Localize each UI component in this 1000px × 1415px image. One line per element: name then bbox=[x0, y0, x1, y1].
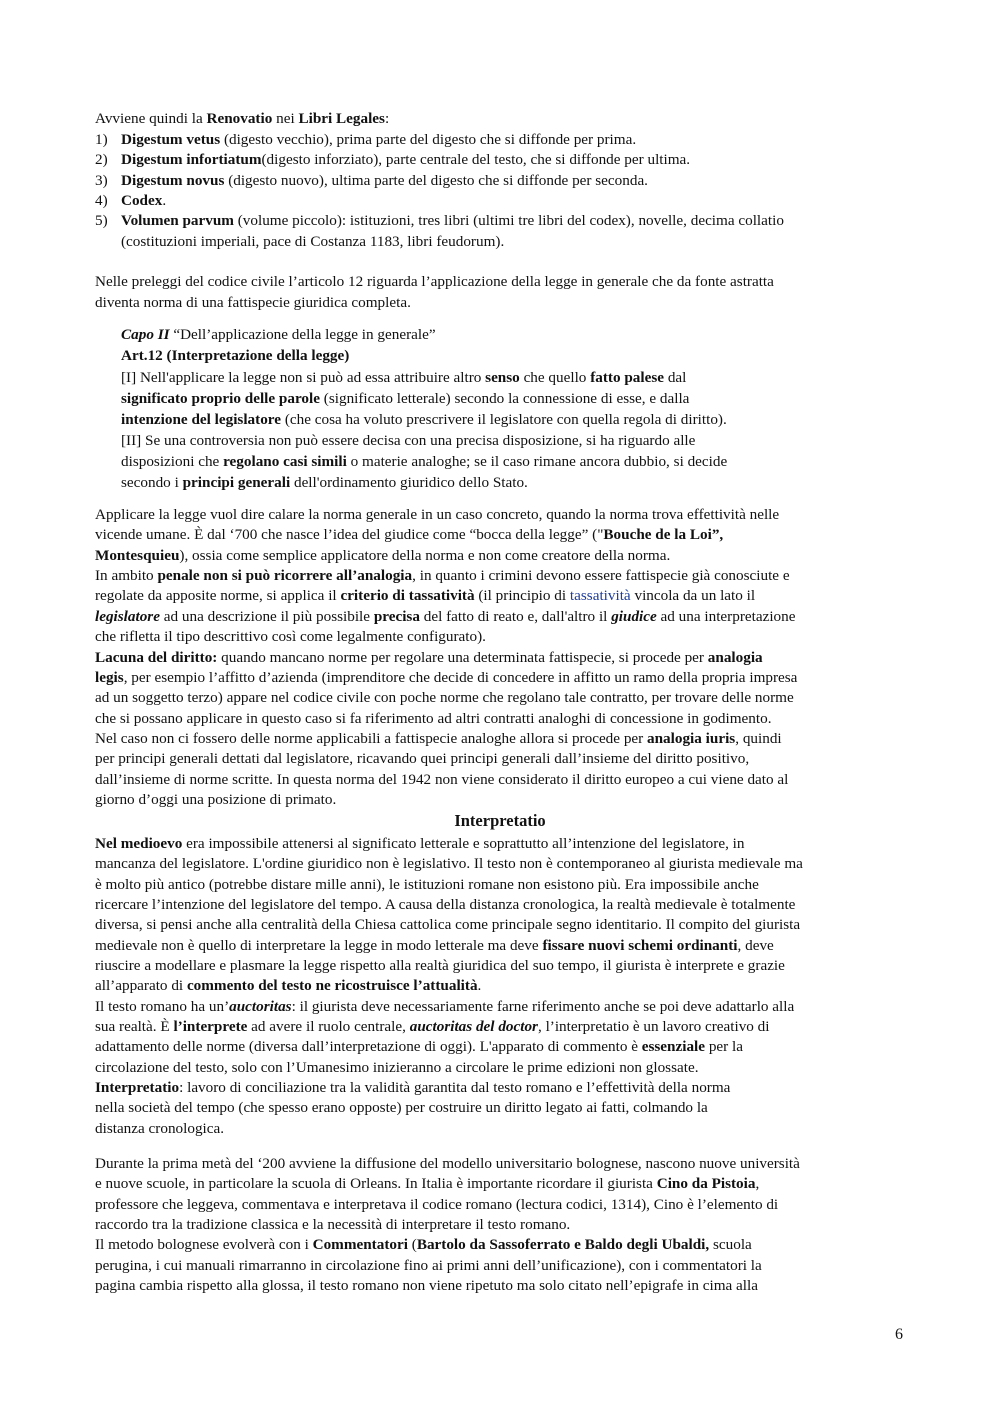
section-heading: Interpretatio bbox=[454, 811, 546, 830]
paragraph-line: ad un soggetto terzo) appare nel codice civile con poche norme che regolano tale contratto, per trovare delle norme bbox=[95, 689, 794, 706]
text: e nuove scuole, in particolare la scuola di Orleans. In Italia è importante ricordare il giurista bbox=[95, 1175, 657, 1192]
bold-term: Digestum novus bbox=[121, 172, 225, 189]
bold-term: analogia bbox=[707, 649, 763, 666]
text: (il principio di bbox=[474, 587, 570, 604]
text: (volume piccolo): istituzioni, tres libri (ultimi tre libri del codex), novelle, decima collatio bbox=[233, 212, 784, 229]
text: , deve bbox=[737, 937, 774, 954]
text: (digesto vecchio), prima parte del digesto che si diffonde per prima. bbox=[220, 131, 637, 148]
chapter-label: Capo II bbox=[121, 326, 170, 343]
paragraph-line: che si possano applicare in questo caso si fa riferimento ad altri contratti analoghi di concessione in godimento. bbox=[95, 710, 772, 727]
paragraph-line bbox=[95, 586, 755, 606]
paragraph-line bbox=[95, 997, 794, 1017]
text: era impossibile attenersi al significato letterale e soprattutto all’intenzione del legislatore, in bbox=[182, 835, 745, 852]
bold-term: legis bbox=[95, 669, 124, 686]
bold-term: regolano casi simili bbox=[223, 453, 347, 470]
chapter-title: “Dell’applicazione della legge in generale” bbox=[169, 326, 436, 343]
paragraph-line bbox=[95, 729, 782, 749]
text: nei bbox=[272, 110, 299, 127]
paragraph-line: dall’insieme di norme scritte. In questa norma del 1942 non viene considerato il diritto europeo a cui viene dato al bbox=[95, 771, 789, 788]
text: che quello bbox=[519, 369, 591, 386]
paragraph-line: pagina cambia rispetto alla glossa, il testo romano non viene ripetuto ma solo citato nell’epigrafe in cima alla bbox=[95, 1277, 758, 1294]
text: (che cosa ha voluto prescrivere il legislatore con quella regola di diritto). bbox=[281, 411, 727, 428]
text: : il giurista deve necessariamente farne riferimento anche se poi deve adattarlo alla bbox=[291, 998, 795, 1015]
text: del fatto di reato e, dall'altro il bbox=[419, 608, 612, 625]
bold-term: Codex bbox=[121, 192, 163, 209]
text: secondo i bbox=[121, 474, 183, 491]
list-number: 3) bbox=[95, 172, 108, 189]
text: ad una interpretazione bbox=[656, 608, 796, 625]
text: all’apparato di bbox=[95, 977, 187, 994]
text: dal bbox=[664, 369, 687, 386]
text: per la bbox=[705, 1038, 743, 1055]
paragraph-line: perugina, i cui manuali rimarranno in circolazione fino ai primi anni dell’unificazione), con i commentatori la bbox=[95, 1257, 762, 1274]
paragraph-line: per principi generali dettati dal legislatore, ricavando quei principi generali dall’insieme del diritto positivo, bbox=[95, 750, 750, 767]
list-item-text bbox=[121, 130, 636, 150]
paragraph-line bbox=[95, 668, 797, 688]
text: Il metodo bolognese evolverà con i bbox=[95, 1236, 313, 1253]
bold-term: Lacuna del diritto: bbox=[95, 649, 218, 666]
paragraph-line bbox=[95, 834, 744, 854]
quote-line bbox=[121, 473, 528, 493]
paragraph-line: diversa, si pensi anche alla centralità della Chiesa cattolica come principale segno identitario. Il compito del giurista bbox=[95, 916, 801, 933]
text: sua realtà. È bbox=[95, 1018, 174, 1035]
bold-term: principi generali bbox=[182, 474, 291, 491]
paragraph-line: Nelle preleggi del codice civile l’articolo 12 riguarda l’applicazione della legge in generale che da fonte astratta bbox=[95, 273, 774, 290]
bold-term: fatto palese bbox=[590, 369, 665, 386]
bold-term: intenzione del legislatore bbox=[121, 411, 282, 428]
paragraph-line bbox=[95, 1037, 743, 1057]
bold-italic-term: giudice bbox=[611, 608, 657, 625]
quote-line bbox=[121, 389, 689, 409]
paragraph-line: giorno d’oggi una posizione di primato. bbox=[95, 791, 337, 808]
paragraph-line bbox=[95, 648, 763, 668]
text: [I] Nell'applicare la legge non si può ad essa attribuire altro bbox=[121, 369, 486, 386]
text: (significato letterale) secondo la connessione di esse, e dalla bbox=[319, 390, 690, 407]
bold-term: Bartolo da Sassoferrato e Baldo degli Ubaldi, bbox=[416, 1236, 710, 1253]
text: ), ossia come semplice applicatore della norma e non come creatore della norma. bbox=[179, 547, 671, 564]
text: (digesto inforziato), parte centrale del testo, che si diffonde per ultima. bbox=[261, 151, 691, 168]
paragraph-line: che rifletta il tipo descrittivo così come legalmente configurato). bbox=[95, 628, 486, 645]
list-number: 4) bbox=[95, 192, 108, 209]
list-number: 2) bbox=[95, 151, 108, 168]
article-title: Art.12 (Interpretazione della legge) bbox=[121, 347, 350, 364]
bold-term: fissare nuovi schemi ordinanti bbox=[542, 937, 738, 954]
intro-line bbox=[95, 109, 389, 129]
paragraph-line: diventa norma di una fattispecie giuridica completa. bbox=[95, 294, 411, 311]
bold-term: Renovatio bbox=[206, 110, 273, 127]
paragraph-line: è molto più antico (potrebbe distare mille anni), le istituzioni romane non esistono più. Era impossibile anche bbox=[95, 876, 759, 893]
text: regolate da apposite norme, si applica il bbox=[95, 587, 341, 604]
bold-term: precisa bbox=[373, 608, 420, 625]
paragraph-line bbox=[95, 936, 774, 956]
text: , in quanto i crimini devono essere fattispecie già conosciute e bbox=[412, 567, 790, 584]
text: disposizioni che bbox=[121, 453, 224, 470]
list-item-text bbox=[121, 150, 690, 170]
paragraph-line bbox=[95, 1235, 752, 1255]
quote-line bbox=[121, 325, 436, 345]
bold-term: Volumen parvum bbox=[121, 212, 234, 229]
text: : bbox=[384, 110, 390, 127]
text: , per esempio l’affitto d’azienda (imprenditore che decide di concedere in affitto un ramo della propria impresa bbox=[123, 669, 798, 686]
bold-term: penale non si può ricorrere all’analogia bbox=[157, 567, 413, 584]
bold-term: Libri Legales bbox=[298, 110, 385, 127]
paragraph-line: mancanza del legislatore. L'ordine giuridico non è legislativo. Il testo non è contemporaneo al giurista medievale ma bbox=[95, 855, 803, 872]
paragraph-line: distanza cronologica. bbox=[95, 1120, 225, 1137]
paragraph-line: Durante la prima metà del ‘200 avviene la diffusione del modello universitario bolognese, nascono nuove università bbox=[95, 1155, 800, 1172]
bold-italic-term: auctoritas bbox=[229, 998, 292, 1015]
text: medievale non è quello di interpretare la legge in modo letterale ma deve bbox=[95, 937, 543, 954]
text: ad avere il ruolo centrale, bbox=[247, 1018, 410, 1035]
text: Nel caso non ci fossero delle norme applicabili a fattispecie analoghe allora si procede per bbox=[95, 730, 648, 747]
bold-term: Montesquieu bbox=[95, 547, 180, 564]
text: adattamento delle norme (diversa dall’interpretazione di oggi). L'apparato di commento è bbox=[95, 1038, 642, 1055]
text: Il testo romano ha un’ bbox=[95, 998, 230, 1015]
paragraph-line: ricercare l’intenzione del legislatore del tempo. A causa della distanza cronologica, la realtà medievale è totalmente bbox=[95, 896, 796, 913]
bold-term: commento del testo ne ricostruisce l’attualità bbox=[186, 977, 478, 994]
paragraph-line: circolazione del testo, solo con l’Umanesimo inizieranno a circolare le prime edizioni non glossate. bbox=[95, 1059, 699, 1076]
paragraph-line: riuscire a modellare e plasmare la legge rispetto alla realtà giuridica del suo tempo, il giurista è interprete e grazie bbox=[95, 957, 785, 974]
text: tassatività bbox=[569, 587, 631, 604]
bold-term: essenziale bbox=[641, 1038, 706, 1055]
text: , l’interpretatio è un lavoro creativo di bbox=[537, 1018, 770, 1035]
quote-line bbox=[121, 346, 349, 366]
page-number: 6 bbox=[895, 1326, 903, 1343]
paragraph-line bbox=[95, 607, 795, 627]
paragraph-line: nella società del tempo (che spesso erano opposte) per costruire un diritto legato ai fatti, colmando la bbox=[95, 1099, 708, 1116]
paragraph-line bbox=[95, 1017, 770, 1037]
text: ad una descrizione il più possibile bbox=[159, 608, 374, 625]
bold-term: significato proprio delle parole bbox=[121, 390, 320, 407]
bold-term: analogia iuris bbox=[647, 730, 736, 747]
quote-line bbox=[121, 452, 727, 472]
bold-term: Commentatori bbox=[312, 1236, 408, 1253]
bold-term: l’interprete bbox=[173, 1018, 248, 1035]
text: . bbox=[162, 192, 167, 209]
text: Avviene quindi la bbox=[95, 110, 207, 127]
list-item-text bbox=[121, 211, 784, 231]
text: In ambito bbox=[95, 567, 158, 584]
paragraph-line bbox=[95, 1078, 730, 1098]
bold-term: Nel medioevo bbox=[95, 835, 183, 852]
paragraph-line: Applicare la legge vuol dire calare la norma generale in un caso concreto, quando la norma trova effettività nelle bbox=[95, 506, 780, 523]
quote-line: [II] Se una controversia non può essere decisa con una precisa disposizione, si ha riguardo alle bbox=[121, 432, 696, 449]
bold-italic-term: auctoritas del doctor bbox=[409, 1018, 538, 1035]
text: dell'ordinamento giuridico dello Stato. bbox=[290, 474, 528, 491]
bold-term: Cino da Pistoia bbox=[656, 1175, 756, 1192]
paragraph-line bbox=[95, 546, 670, 566]
text: vincola da un lato il bbox=[630, 587, 756, 604]
paragraph-line bbox=[95, 1174, 759, 1194]
list-item-continuation: (costituzioni imperiali, pace di Costanza 1183, libri feudorum). bbox=[121, 233, 505, 250]
list-number: 5) bbox=[95, 212, 108, 229]
list-number: 1) bbox=[95, 131, 108, 148]
text: , quindi bbox=[735, 730, 782, 747]
bold-term: Digestum vetus bbox=[121, 131, 221, 148]
bold-term: Interpretatio bbox=[95, 1079, 180, 1096]
text: (digesto nuovo), ultima parte del digesto che si diffonde per seconda. bbox=[224, 172, 648, 189]
bold-term: criterio di tassatività bbox=[340, 587, 475, 604]
text: o materie analoghe; se il caso rimane ancora dubbio, si decide bbox=[346, 453, 728, 470]
paragraph-line bbox=[95, 976, 481, 996]
bold-term: Bouche de la Loi”, bbox=[603, 526, 724, 543]
text: . bbox=[477, 977, 482, 994]
text: , bbox=[755, 1175, 760, 1192]
text: quando mancano norme per regolare una determinata fattispecie, si procede per bbox=[217, 649, 708, 666]
bold-term: senso bbox=[485, 369, 520, 386]
quote-line bbox=[121, 410, 727, 430]
list-item-text bbox=[121, 171, 648, 191]
bold-italic-term: legislatore bbox=[95, 608, 160, 625]
text: ( bbox=[407, 1236, 417, 1253]
bold-term: Digestum infortiatum bbox=[121, 151, 262, 168]
list-item-text bbox=[121, 191, 166, 211]
paragraph-line: professore che leggeva, commentava e interpretava il codice romano (lectura codici, 1314), Cino è l’elemento di bbox=[95, 1196, 779, 1213]
text: scuola bbox=[709, 1236, 752, 1253]
text: : lavoro di conciliazione tra la validità garantita dal testo romano e l’effettività della norma bbox=[179, 1079, 731, 1096]
text: vicende umane. È dal ‘700 che nasce l’idea del giudice come “bocca della legge” (" bbox=[95, 526, 604, 543]
paragraph-line bbox=[95, 566, 790, 586]
paragraph-line: raccordo tra la tradizione classica e la necessità di interpretare il testo romano. bbox=[95, 1216, 571, 1233]
quote-line bbox=[121, 368, 686, 388]
paragraph-line bbox=[95, 525, 723, 545]
